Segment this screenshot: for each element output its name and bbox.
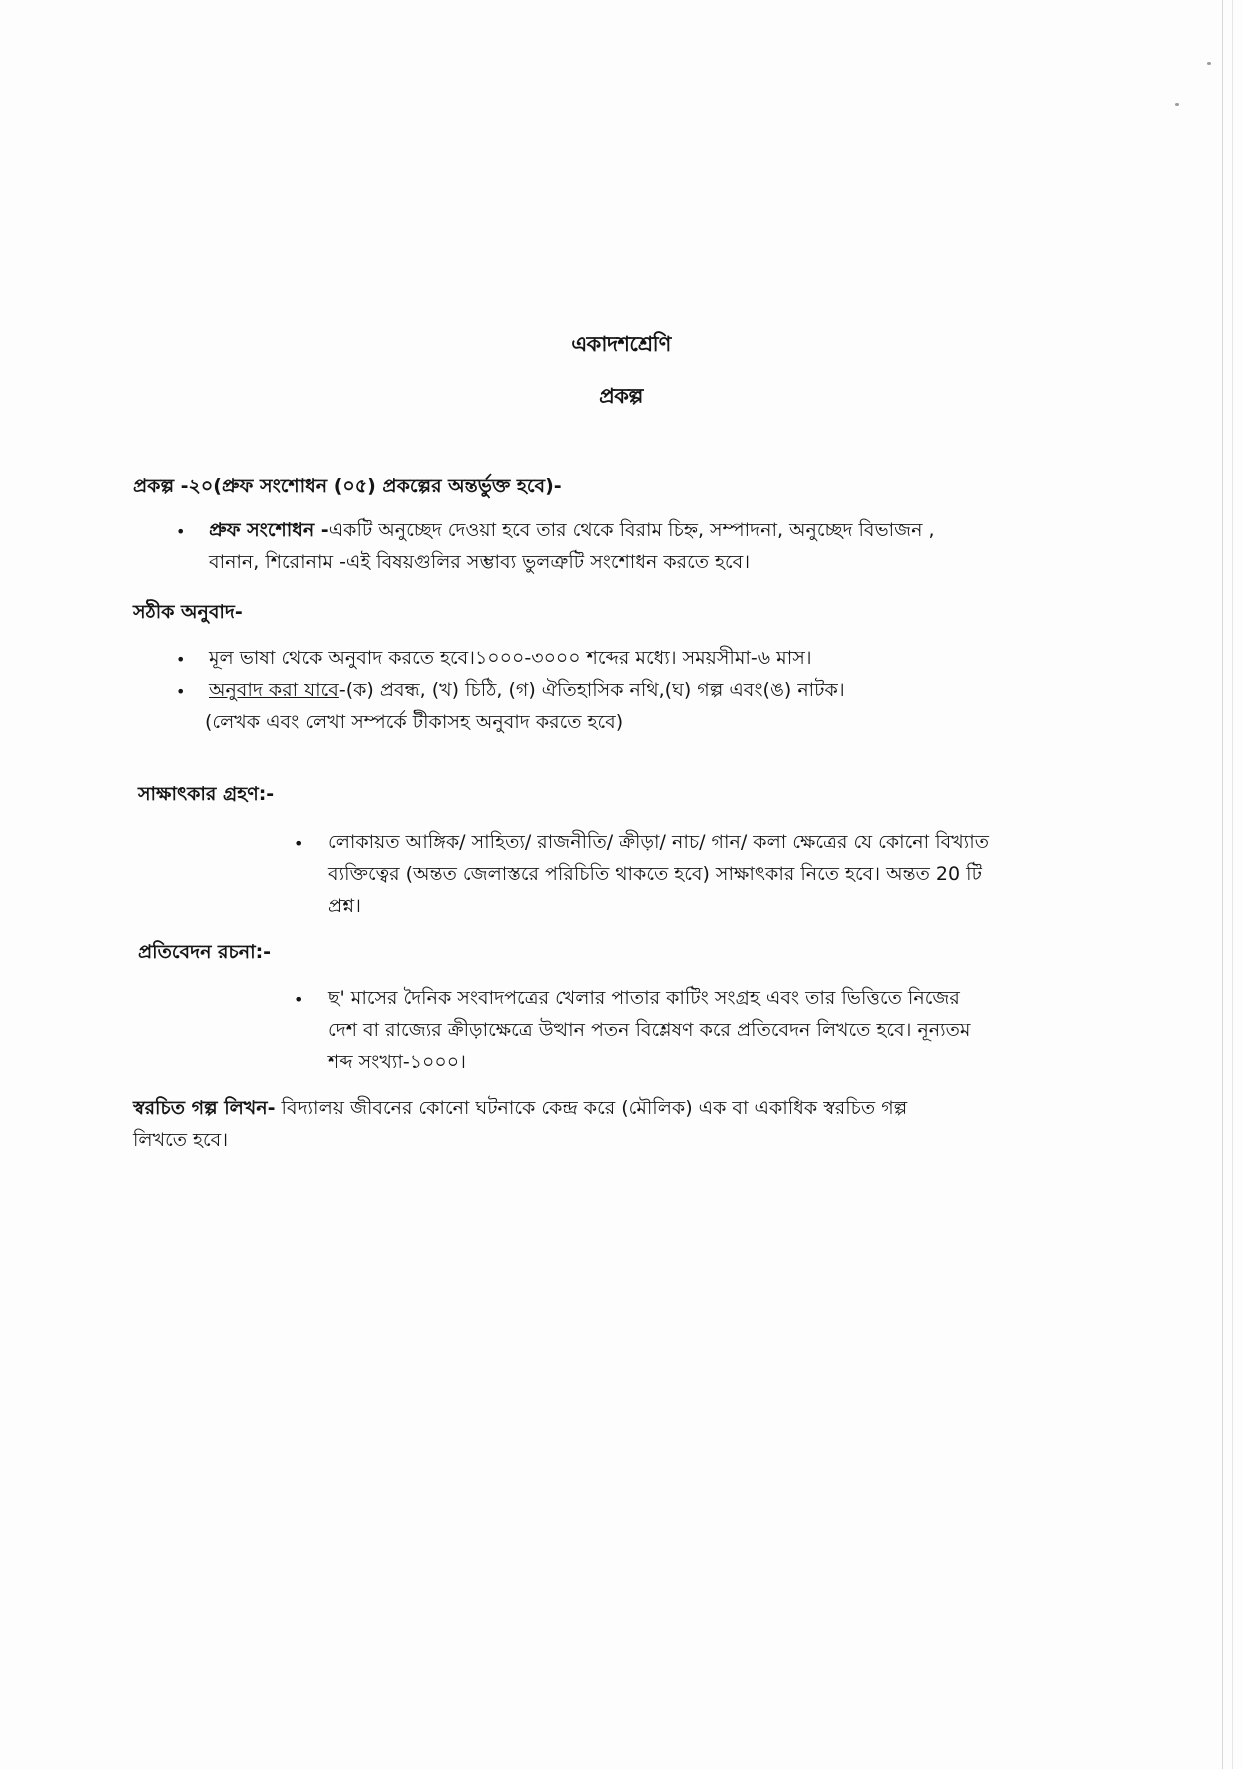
proof-bullet-line1 — [209, 514, 935, 546]
proof-section-heading: প্রকল্প -২০(প্রুফ সংশোধন (০৫) প্রকল্পের অন্তর্ভুক্ত হবে)- — [133, 475, 562, 497]
scan-edge-line — [1232, 0, 1233, 1769]
report-line-2: দেশ বা রাজ্যের ক্রীড়াক্ষেত্রে উত্থান পতন বিশ্লেষণ করে প্রতিবেদন লিখতে হবে। নূন্যতম — [328, 1019, 971, 1041]
bullet-icon: • — [176, 522, 186, 541]
report-line-1: ছ' মাসের দৈনিক সংবাদপত্রের খেলার পাতার কাটিং সংগ্রহ এবং তার ভিত্তিতে নিজের — [328, 987, 960, 1009]
interview-line-3: প্রশ্ন। — [328, 895, 361, 917]
proof-bullet-label: প্রুফ সংশোধন - — [209, 519, 329, 541]
report-section-heading: প্রতিবেদন রচনা:- — [138, 941, 272, 963]
proof-bullet-line2: বানান, শিরোনাম -এই বিষয়গুলির সম্ভাব্য ভুলত্রুটি সংশোধন করতে হবে। — [209, 551, 751, 573]
bullet-icon: • — [176, 650, 186, 669]
scan-edge-line — [1222, 0, 1223, 1769]
page-subtitle: প্রকল্প — [599, 384, 643, 408]
story-line-2: লিখতে হবে। — [133, 1129, 228, 1151]
story-line-1 — [133, 1092, 1133, 1124]
scan-speck — [1175, 103, 1179, 106]
bullet-icon: • — [294, 990, 304, 1009]
story-label: স্বরচিত গল্প লিখন- — [133, 1097, 276, 1119]
translation-bullet-2-rest: -(ক) প্রবন্ধ, (খ) চিঠি, (গ) ঐতিহাসিক নথি,(ঘ) গল্প এবং(ঙ) নাটক। — [338, 679, 845, 701]
translation-section-heading: সঠীক অনুবাদ- — [133, 601, 243, 623]
story-text: বিদ্যালয় জীবনের কোনো ঘটনাকে কেন্দ্র করে (মৌলিক) এক বা একাধিক স্বরচিত গল্প — [275, 1097, 908, 1119]
interview-line-2: ব্যক্তিত্বের (অন্তত জেলাস্তরে পরিচিতি থাকতে হবে) সাক্ষাৎকার নিতে হবে। অন্তত 20 টি — [328, 863, 982, 885]
proof-bullet-text: একটি অনুচ্ছেদ দেওয়া হবে তার থেকে বিরাম চিহ্ন, সম্পাদনা, অনুচ্ছেদ বিভাজন , — [328, 519, 935, 541]
translation-note: (লেখক এবং লেখা সম্পর্কে টীকাসহ অনুবাদ করতে হবে) — [205, 711, 624, 733]
report-line-3: শব্দ সংখ্যা-১০০০। — [328, 1051, 466, 1073]
translation-bullet-1: মূল ভাষা থেকে অনুবাদ করতে হবে।১০০০-৩০০০ শব্দের মধ্যে। সময়সীমা-৬ মাস। — [209, 647, 812, 669]
bullet-icon: • — [176, 682, 186, 701]
interview-section-heading: সাক্ষাৎকার গ্রহণ:- — [138, 783, 275, 805]
class-title: একাদশশ্রেণি — [571, 332, 671, 356]
scan-speck — [1207, 62, 1211, 65]
interview-line-1: লোকায়ত আঙ্গিক/ সাহিত্য/ রাজনীতি/ ক্রীড়া/ নাচ/ গান/ কলা ক্ষেত্রের যে কোনো বিখ্যাত — [328, 831, 989, 853]
translation-bullet-2 — [209, 674, 845, 706]
bullet-icon: • — [294, 834, 304, 853]
translation-underlined-text: অনুবাদ করা যাবে — [209, 679, 339, 701]
